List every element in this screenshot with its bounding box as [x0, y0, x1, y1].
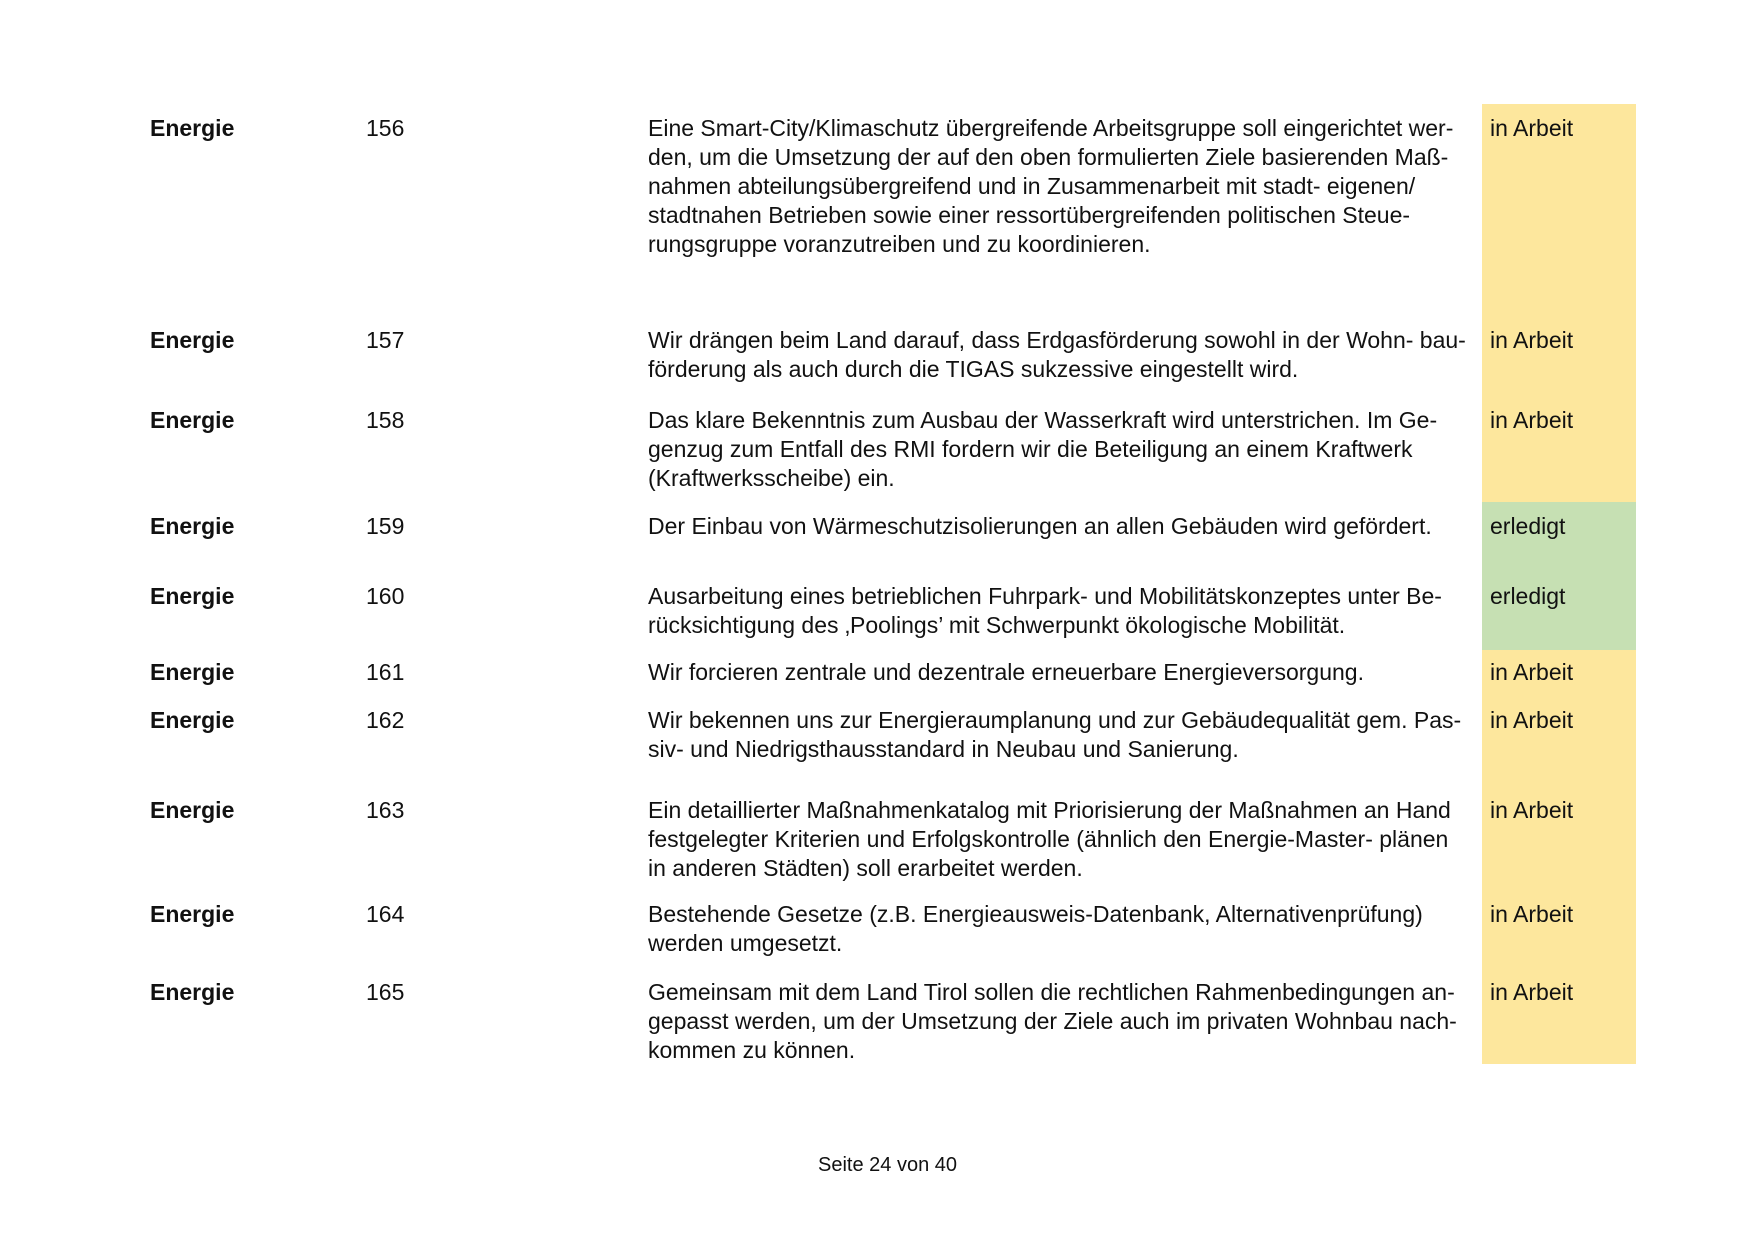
- category-cell: Energie: [150, 327, 235, 353]
- status-label: in Arbeit: [1490, 115, 1574, 141]
- number-cell: 156: [366, 115, 405, 141]
- status-cell-164: [1482, 880, 1636, 958]
- category-cell: Energie: [150, 707, 235, 733]
- status-label: in Arbeit: [1490, 707, 1574, 733]
- page-number-footer: Seite 24 von 40: [818, 1154, 957, 1176]
- category-cell: Energie: [150, 115, 235, 141]
- number-cell: 160: [366, 583, 405, 609]
- number-cell: 165: [366, 979, 405, 1005]
- status-label: in Arbeit: [1490, 797, 1574, 823]
- status-label: erledigt: [1490, 583, 1566, 609]
- status-label: in Arbeit: [1490, 407, 1574, 433]
- text-cell: Eine Smart-City/Klimaschutz übergreifende Arbeitsgruppe soll eingerichtet wer- den, um die Umsetzung der auf den oben formulierten Ziele basierenden Maß- nahmen abteilungsübergreifend und in Zusammenarbeit mit stadt- eigenen/ stadtnahen Betrieben sowie einer ressortübergreifenden politischen Steue- rungsgruppe voranzutreiben und zu koordinieren.: [648, 115, 1454, 257]
- number-cell: 162: [366, 707, 405, 733]
- status-cell-161: [1482, 650, 1636, 690]
- status-cell-160: [1482, 572, 1636, 650]
- category-cell: Energie: [150, 797, 235, 823]
- status-cell-157: [1482, 296, 1636, 374]
- text-cell: Bestehende Gesetze (z.B. Energieausweis-Datenbank, Alternativenprüfung) werden umgesetzt.: [648, 901, 1423, 956]
- number-cell: 157: [366, 327, 405, 353]
- status-label: in Arbeit: [1490, 327, 1574, 353]
- text-cell: Der Einbau von Wärmeschutzisolierungen an allen Gebäuden wird gefördert.: [648, 513, 1432, 539]
- category-cell: Energie: [150, 407, 235, 433]
- status-label: erledigt: [1490, 513, 1566, 539]
- text-cell: Wir bekennen uns zur Energieraumplanung und zur Gebäudequalität gem. Pas- siv- und Niedrigsthausstandard in Neubau und Sanierung.: [648, 707, 1462, 762]
- category-cell: Energie: [150, 979, 235, 1005]
- number-cell: 159: [366, 513, 405, 539]
- status-cell-158: [1482, 374, 1636, 502]
- status-cell-156: [1482, 104, 1636, 296]
- text-cell: Wir forcieren zentrale und dezentrale erneuerbare Energieversorgung.: [648, 659, 1364, 685]
- text-cell: Gemeinsam mit dem Land Tirol sollen die rechtlichen Rahmenbedingungen an- gepasst werden, um der Umsetzung der Ziele auch im privaten Wohnbau nach- kommen zu können.: [648, 979, 1457, 1063]
- status-label: in Arbeit: [1490, 901, 1574, 927]
- text-cell: Ausarbeitung eines betrieblichen Fuhrpark- und Mobilitätskonzeptes unter Be- rücksichtigung des ‚Poolings’ mit Schwerpunkt ökologische Mobilität.: [648, 583, 1442, 638]
- number-cell: 163: [366, 797, 405, 823]
- text-cell: Das klare Bekenntnis zum Ausbau der Wasserkraft wird unterstrichen. Im Ge- genzug zum Entfall des RMI fordern wir die Beteiligung an einem Kraftwerk (Kraftwerksscheibe) ein.: [648, 407, 1438, 491]
- text-cell: Wir drängen beim Land darauf, dass Erdgasförderung sowohl in der Wohn- bau- förderung als auch durch die TIGAS sukzessive eingestellt wird.: [648, 327, 1466, 382]
- category-cell: Energie: [150, 513, 235, 539]
- status-label: in Arbeit: [1490, 979, 1574, 1005]
- status-cell-162: [1482, 690, 1636, 774]
- category-cell: Energie: [150, 901, 235, 927]
- status-cell-159: [1482, 502, 1636, 572]
- number-cell: 164: [366, 901, 405, 927]
- status-cell-163: [1482, 774, 1636, 880]
- status-cell-165: [1482, 958, 1636, 1064]
- number-cell: 161: [366, 659, 405, 685]
- category-cell: Energie: [150, 659, 235, 685]
- number-cell: 158: [366, 407, 405, 433]
- text-cell: Ein detaillierter Maßnahmenkatalog mit Priorisierung der Maßnahmen an Hand festgelegter Kriterien und Erfolgskontrolle (ähnlich den Energie-Master- plänen in anderen Städten) soll erarbeitet werden.: [648, 797, 1451, 881]
- status-label: in Arbeit: [1490, 659, 1574, 685]
- category-cell: Energie: [150, 583, 235, 609]
